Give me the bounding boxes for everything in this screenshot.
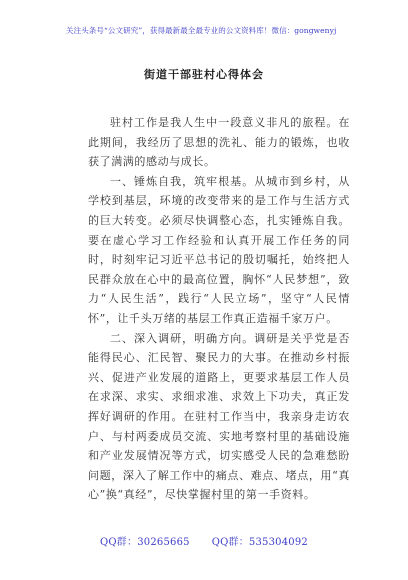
paragraph-section-1: 一、锤炼自我，筑牢根基。从城市到乡村，从学校到基层，环境的改变带来的是工作与生活方式的巨大转变。必须尽快调整心态，扎实锤炼自我。要在虚心学习工作经验和认真开展工作任务的同时，时刻牢记习近平总书记的殷切嘱托，始终把人民群众放在心中的最高位置，胸怀“人民梦想”，致力“人民生活”，践行“人民立场”，坚守“人民情怀”，让千头万绪的基层工作真正造福千家万户。 bbox=[88, 174, 350, 325]
footer-contact bbox=[0, 533, 408, 548]
document-body bbox=[88, 113, 350, 505]
document-title: 街道干部驻村心得体会 bbox=[144, 68, 264, 81]
qq-group-left: QQ群：30265665 bbox=[100, 537, 190, 548]
paragraph-intro: 驻村工作是我人生中一段意义非凡的旅程。在此期间，我经历了思想的洗礼、能力的锻炼，也收获了满满的感动与成长。 bbox=[88, 116, 350, 169]
qq-group-right: QQ群：535304092 bbox=[211, 537, 308, 548]
header-promo-note: 关注头条号“公文研究”，获得最新最全最专业的公文资料库！微信：gongwenyj bbox=[66, 26, 337, 35]
paragraph-section-2: 二、深入调研，明确方向。调研是关乎党是否能得民心、汇民智、聚民力的大事。在推动乡村振兴、促进产业发展的道路上，更要求基层工作人员在求深、求实、求细求准、求效上下功夫，真正发挥好调研的作用。在驻村工作当中，我亲身走访农户、与村两委成员交流、实地考察村里的基础设施和产业发展情况等方式，切实感受人民的急难愁盼问题，深入了解工作中的痛点、难点、堵点，用“真心”换“真经”，尽快掌握村里的第一手资料。 bbox=[88, 331, 350, 502]
